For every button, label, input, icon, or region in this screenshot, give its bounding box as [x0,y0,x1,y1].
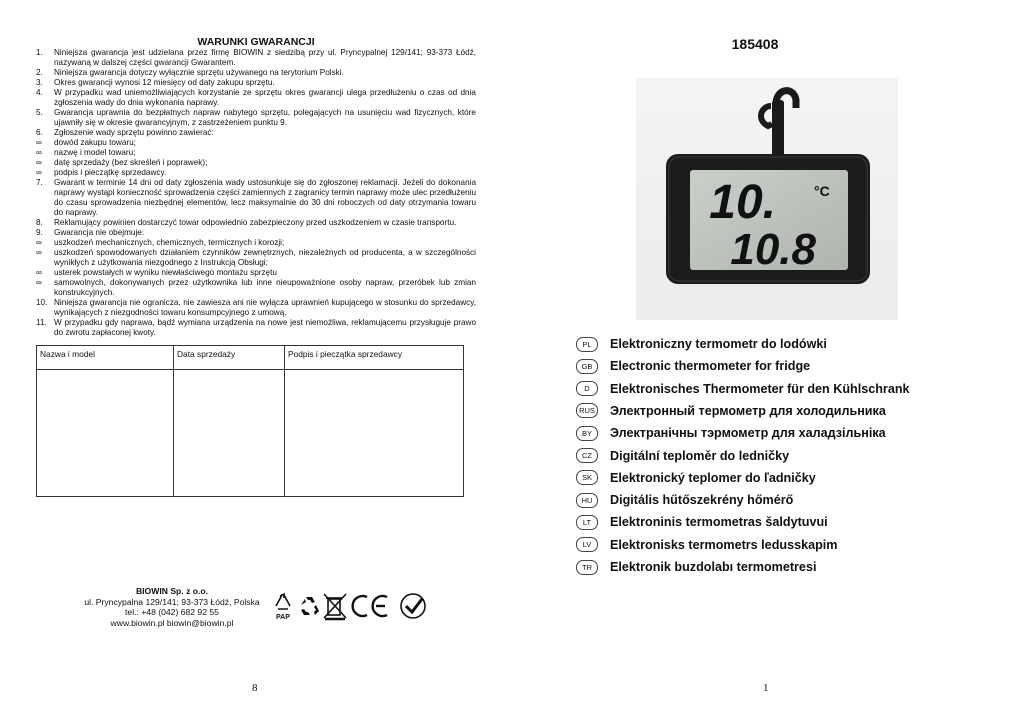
warranty-item [36,138,476,148]
warranty-item-marker: 9. [36,228,43,237]
warranty-item-marker: ∞ [36,158,42,167]
warranty-item [36,238,476,248]
weee-bin-icon [324,594,346,619]
warranty-item-marker: 2. [36,68,43,77]
pap-label: PAP [276,614,290,621]
language-code-badge: TR [576,560,598,575]
sales-form-entry-row [37,370,464,497]
language-title-row [576,335,827,353]
warranty-item [36,278,476,298]
language-title-row [576,447,789,465]
page-number-left: 8 [252,682,258,694]
ce-mark-icon [353,596,387,616]
warranty-item [36,218,476,228]
warranty-item-marker: ∞ [36,168,42,177]
warranty-item [36,68,476,78]
company-phone: tel.: +48 (042) 682 92 55 [125,607,219,617]
seller-signature-cell[interactable] [285,370,464,497]
header-seller-signature: Podpis i pieczątka sprzedawcy [285,346,464,370]
warranty-item-text: Gwarancja uprawnia do bezpłatnych napraw nabytego sprzętu, polegających na usunięciu wad fizycznych, które ujawniły się w okresie gwarancyjnym, z zastrzeżeniem punktu 9. [54,108,476,127]
thermometer-product-image [636,78,898,320]
warranty-item-marker: 4. [36,88,43,97]
language-code-badge: RUS [576,403,598,418]
warranty-item [36,88,476,108]
language-title-row [576,558,816,576]
warranty-item [36,128,476,138]
warranty-item-marker: ∞ [36,278,42,287]
language-product-title: Электронный термометр для холодильника [610,403,886,418]
warranty-item-text: Gwarant w terminie 14 dni od daty zgłoszenia wady ustosunkuje się do zgłoszonej reklamacji. Jeżeli do dokonania naprawy wystąpi konieczność sprowadzenia części zamiennych z zagranicy termin naprawy może ulec przedłużeniu do czasu sprowadzenia niezbędnej elementów, lecz maksymalnie do 30 dni roboczych od daty otrzymania towaru do naprawy. [54,178,476,217]
language-title-row [576,513,828,531]
language-code-badge: GB [576,359,598,374]
warranty-item [36,148,476,158]
language-code-badge: SK [576,470,598,485]
warranty-list [36,48,476,338]
warranty-item-marker: 3. [36,78,43,87]
warranty-item-text: usterek powstałych w wyniku niewłaściwego montażu sprzętu [54,268,277,277]
display-top-value: 10. [709,176,776,229]
warranty-title: WARUNKI GWARANCJI [197,36,315,48]
warranty-item-marker: ∞ [36,248,42,257]
language-product-title: Elektronisks termometrs ledusskapim [610,537,838,552]
warranty-item-marker: 11. [36,318,47,327]
display-unit: °C [814,183,830,199]
language-title-row [576,469,816,487]
warranty-item [36,178,476,218]
page-number-right: 1 [763,682,769,694]
warranty-item-text: Gwarancja nie obejmuje: [54,228,145,237]
warranty-item-text: Reklamujący powinien dostarczyć towar odpowiednio zabezpieczony przed uszkodzeniem w czasie transportu. [54,218,457,227]
language-product-title: Elektroninis termometras šaldytuvui [610,515,828,530]
sales-form-table [36,345,464,497]
company-name: BIOWIN Sp. z o.o. [135,586,209,596]
warranty-item-marker: 1. [36,48,43,57]
warranty-item-text: W przypadku gdy naprawa, bądź wymiana urządzenia na nowe jest niemożliwa, reklamującemu przysługuje prawo do zwrotu zapłaconej kwoty. [54,318,476,337]
warranty-item [36,228,476,238]
warranty-item-text: Zgłoszenie wady sprzętu powinno zawierać: [54,128,214,137]
warranty-item-marker: 7. [36,178,43,187]
language-code-badge: LV [576,537,598,552]
warranty-item-marker: ∞ [36,148,42,157]
model-number: 185408 [731,36,779,52]
warranty-item-text: Niniejsza gwarancja dotyczy wyłącznie sprzętu używanego na terytorium Polski. [54,68,344,77]
language-product-title: Электранічны тэрмометр для халадзільніка [610,426,886,441]
warranty-item-text: uszkodzeń mechanicznych, chemicznych, termicznych i korozji; [54,238,285,247]
warranty-item-text: W przypadku wad uniemożliwiających korzystanie ze sprzętu okres gwarancji ulega przedłużeniu o czas od dnia zgłoszenia wady do dnia wykonania naprawy. [54,88,476,107]
warranty-item-marker: 5. [36,108,43,117]
warranty-item [36,48,476,68]
certification-icons [272,591,432,621]
warranty-item [36,248,476,268]
warranty-item-text: uszkodzeń spowodowanych działaniem czynników zewnętrznych, niezależnych od producenta, a w szczególności wynikłych z użytkowania niezgodnego z Instrukcją Obsługi; [54,248,476,267]
header-product-name: Nazwa i model [37,346,174,370]
pap-recycle-icon [276,594,290,609]
company-address: ul. Pryncypalna 129/141; 93-373 Łódź, Polska [84,596,260,607]
language-product-title: Elektronik buzdolabı termometresi [610,560,817,574]
warranty-item-text: Okres gwarancji wynosi 12 miesięcy od daty zakupu sprzętu. [54,78,275,87]
warranty-item [36,158,476,168]
company-info [40,586,304,628]
warranty-item-text: dowód zakupu towaru; [54,138,136,147]
language-title-row [576,424,886,442]
language-title-row [576,491,793,509]
language-title-row [576,402,886,420]
language-code-badge: BY [576,426,598,441]
warranty-item-text: Niniejsza gwarancja nie ogranicza, nie zawiesza ani nie wyłącza uprawnień kupującego w stosunku do sprzedawcy, wynikających z niezgodności towaru konsumpcyjnego z umową. [54,298,476,317]
warranty-item-marker: 10. [36,298,48,307]
company-web: www.biowin.pl biowin@biowin.pl [110,617,234,628]
warranty-item [36,168,476,178]
language-code-badge: D [576,381,598,396]
warranty-item [36,268,476,278]
warranty-item [36,78,476,88]
sales-form-header-row [37,346,464,370]
warranty-item-text: nazwę i model towaru; [54,148,136,157]
sale-date-cell[interactable] [174,370,285,497]
display-bottom-value: 10.8 [730,225,816,274]
language-code-badge: PL [576,337,598,352]
language-product-title: Elektroniczny termometr do lodówki [610,337,827,351]
language-product-title: Elektronický teplomer do ľadničky [610,470,816,485]
warranty-item-marker: 8. [36,218,43,227]
warranty-item-marker: ∞ [36,138,42,147]
language-title-row [576,357,810,375]
warranty-item-marker: ∞ [36,238,42,247]
warranty-item [36,318,476,338]
warranty-item-text: Niniejsza gwarancja jest udzielana przez firmę BIOWIN z siedzibą przy ul. Pryncypalnej 129/141; 93-373 Łódź, nazywaną w dalszej części gwarancji Gwarantem. [54,48,476,67]
language-product-title: Electronic thermometer for fridge [610,359,811,374]
header-sale-date: Data sprzedaży [174,346,285,370]
language-title-row [576,380,910,398]
recycle-icon [301,597,319,615]
warranty-item-text: samowolnych, dokonywanych przez użytkownika lub inne nieupoważnione osoby napraw, przeróbek lub zmian konstrukcyjnych. [54,278,476,297]
language-code-badge: CZ [576,448,598,463]
warranty-item-text: datę sprzedaży (bez skreśleń i poprawek); [54,158,208,167]
warranty-item-text: podpis i pieczątkę sprzedawcy. [54,168,167,177]
check-mark-icon [401,594,425,618]
warranty-item [36,108,476,128]
language-product-title: Digitální teploměr do ledničky [610,448,790,463]
language-title-row [576,536,837,554]
warranty-item [36,298,476,318]
warranty-item-marker: ∞ [36,268,42,277]
language-product-title: Elektronisches Thermometer für den Kühlschrank [610,381,910,396]
language-product-title: Digitális hűtőszekrény hőmérő [610,493,794,508]
product-name-cell[interactable] [37,370,174,497]
warranty-item-marker: 6. [36,128,43,137]
language-code-badge: LT [576,515,598,530]
language-code-badge: HU [576,493,598,508]
